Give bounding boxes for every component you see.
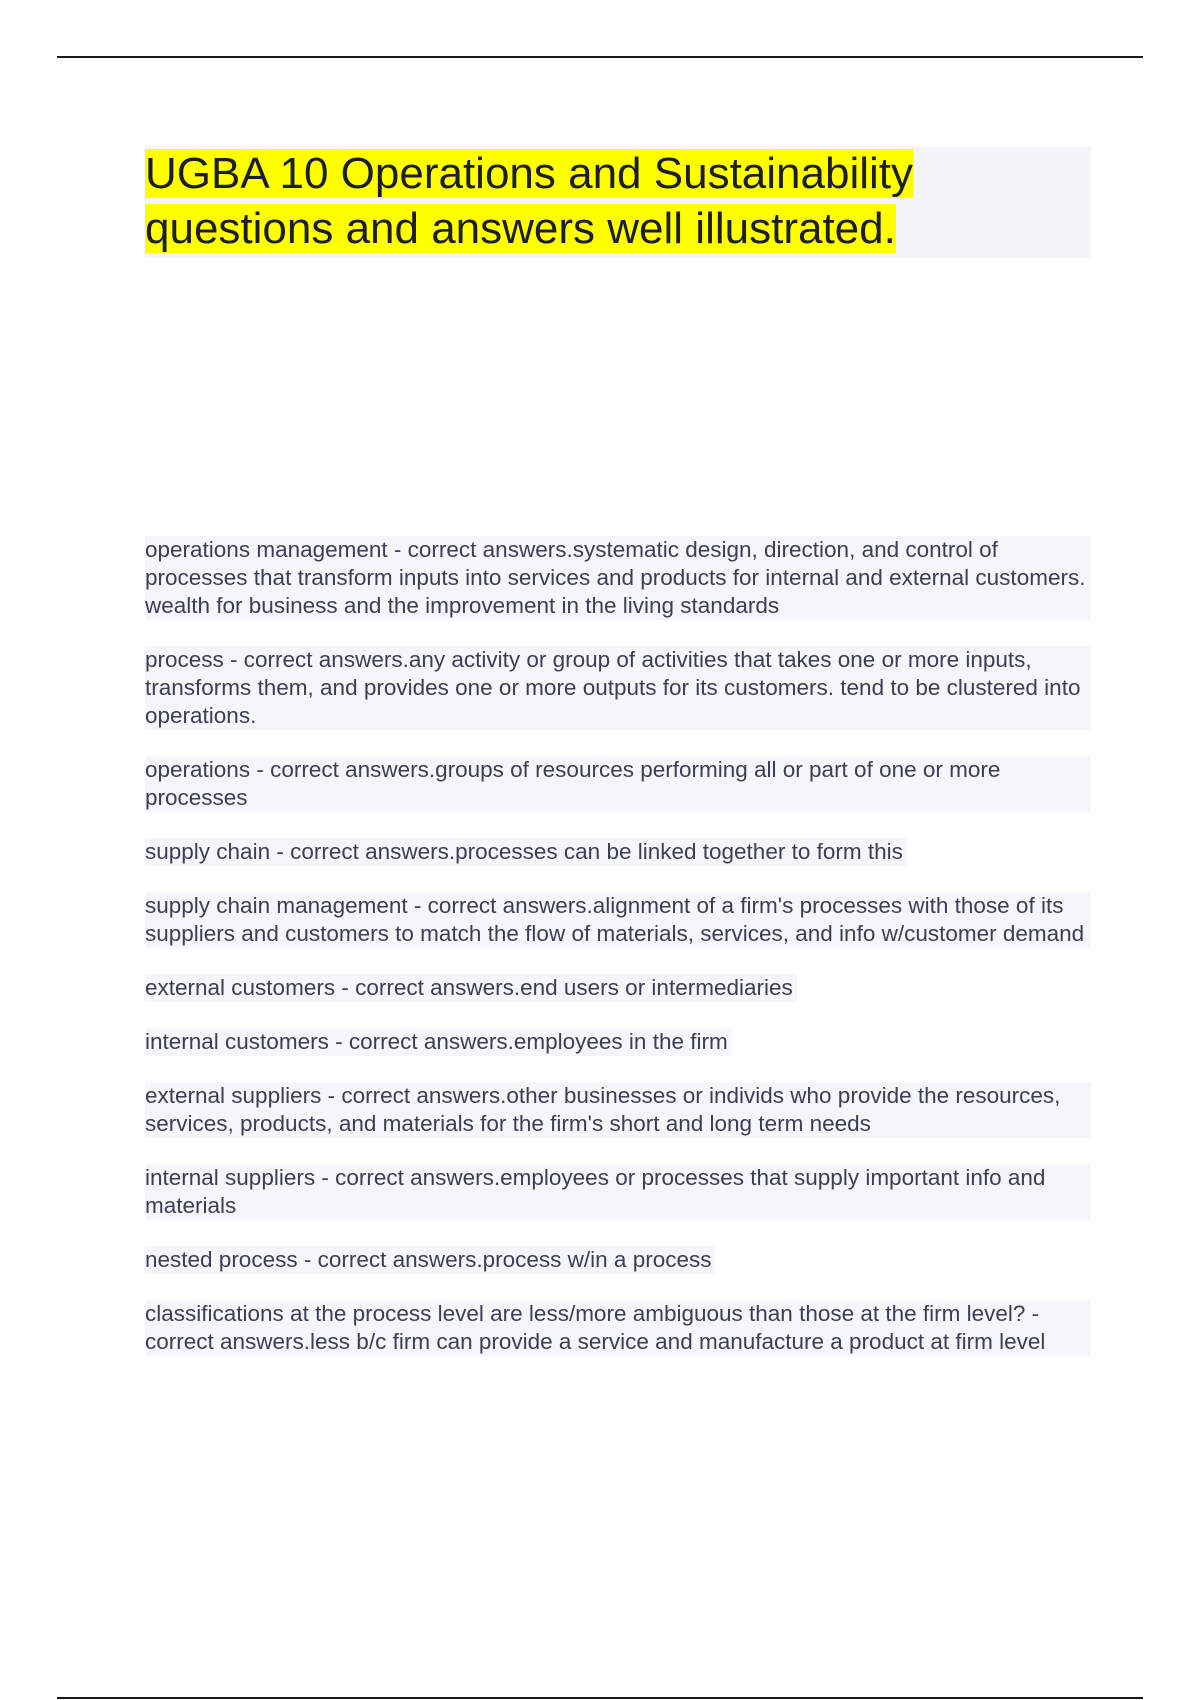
qa-entry: process - correct answers.any activity or group of activities that takes one or more inputs, transforms them, and provides one or more outputs for its customers. tend to be clustered into operations.	[145, 646, 1091, 730]
title-highlight: UGBA 10 Operations and Sustainability questions and answers well illustrated.	[145, 149, 914, 253]
qa-entry: supply chain - correct answers.processes can be linked together to form this	[145, 838, 907, 866]
bottom-rule	[57, 1697, 1143, 1699]
qa-entry: supply chain management - correct answers.alignment of a firm's processes with those of its suppliers and customers to match the flow of materials, services, and info w/customer demand	[145, 892, 1091, 948]
top-rule	[57, 56, 1143, 58]
qa-entry: internal customers - correct answers.employees in the firm	[145, 1028, 732, 1056]
qa-entry: operations management - correct answers.systematic design, direction, and control of processes that transform inputs into services and products for internal and external customers. wealth for business and the improvement in the living standards	[145, 536, 1091, 620]
qa-entry: internal suppliers - correct answers.employees or processes that supply important info and materials	[145, 1164, 1091, 1220]
qa-entry: classifications at the process level are less/more ambiguous than those at the firm level? - correct answers.less b/c firm can provide a service and manufacture a product at firm level	[145, 1300, 1091, 1356]
qa-entry: external customers - correct answers.end users or intermediaries	[145, 974, 797, 1002]
document-title	[145, 146, 1005, 256]
qa-entry: external suppliers - correct answers.other businesses or individs who provide the resources, services, products, and materials for the firm's short and long term needs	[145, 1082, 1091, 1138]
qa-entry: nested process - correct answers.process w/in a process	[145, 1246, 715, 1274]
qa-entry: operations - correct answers.groups of resources performing all or part of one or more processes	[145, 756, 1091, 812]
qa-entries	[145, 536, 1091, 1382]
